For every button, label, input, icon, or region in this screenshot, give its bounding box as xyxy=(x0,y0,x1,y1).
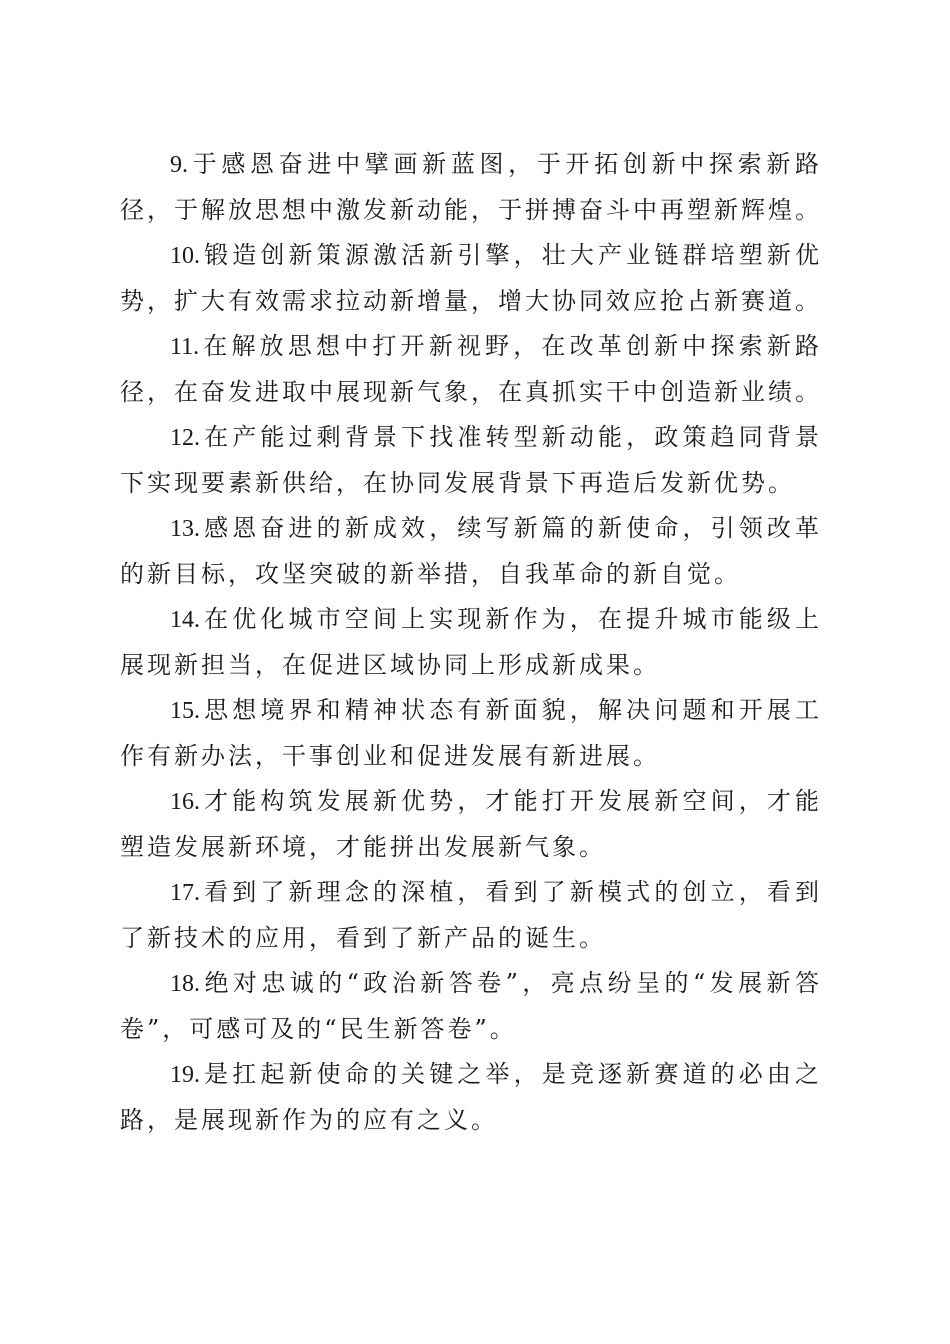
paragraph-text: 在解放思想中打开新视野，在改革创新中探索新路径，在奋发进取中展现新气象，在真抓实干中创造新业绩。 xyxy=(120,332,822,406)
paragraph-14 xyxy=(120,597,822,688)
paragraph-number: 18. xyxy=(170,971,200,997)
paragraph-text: 于感恩奋进中擘画新蓝图，于开拓创新中探索新路径，于解放思想中激发新动能，于拼搏奋斗中再塑新辉煌。 xyxy=(120,150,822,224)
paragraph-text: 锻造创新策源激活新引擎，壮大产业链群培塑新优势，扩大有效需求拉动新增量，增大协同效应抢占新赛道。 xyxy=(120,241,822,315)
paragraph-19 xyxy=(120,1052,822,1143)
paragraph-number: 9. xyxy=(170,152,188,178)
paragraph-number: 17. xyxy=(170,880,200,906)
paragraph-11 xyxy=(120,324,822,415)
paragraph-17 xyxy=(120,870,822,961)
paragraph-number: 19. xyxy=(170,1062,200,1088)
paragraph-15 xyxy=(120,688,822,779)
paragraph-number: 11. xyxy=(170,334,200,360)
paragraph-text: 看到了新理念的深植，看到了新模式的创立，看到了新技术的应用，看到了新产品的诞生。 xyxy=(120,878,822,952)
paragraph-9 xyxy=(120,142,822,233)
paragraph-number: 13. xyxy=(170,516,200,542)
paragraph-number: 10. xyxy=(170,243,200,269)
paragraph-text: 在优化城市空间上实现新作为，在提升城市能级上展现新担当，在促进区域协同上形成新成果。 xyxy=(120,605,822,679)
document-body xyxy=(120,142,822,1143)
paragraph-number: 15. xyxy=(170,698,200,724)
paragraph-16 xyxy=(120,779,822,870)
paragraph-text: 是扛起新使命的关键之举，是竞逐新赛道的必由之路，是展现新作为的应有之义。 xyxy=(120,1060,822,1134)
paragraph-18 xyxy=(120,961,822,1052)
paragraph-number: 16. xyxy=(170,789,200,815)
paragraph-text: 绝对忠诚的“政治新答卷”，亮点纷呈的“发展新答卷”，可感可及的“民生新答卷”。 xyxy=(120,969,822,1043)
paragraph-number: 14. xyxy=(170,607,200,633)
paragraph-text: 感恩奋进的新成效，续写新篇的新使命，引领改革的新目标，攻坚突破的新举措，自我革命的新自觉。 xyxy=(120,514,822,588)
paragraph-text: 才能构筑发展新优势，才能打开发展新空间，才能塑造发展新环境，才能拼出发展新气象。 xyxy=(120,787,822,861)
paragraph-text: 在产能过剩背景下找准转型新动能，政策趋同背景下实现要素新供给，在协同发展背景下再造后发新优势。 xyxy=(120,423,822,497)
paragraph-number: 12. xyxy=(170,425,200,451)
paragraph-12 xyxy=(120,415,822,506)
paragraph-10 xyxy=(120,233,822,324)
paragraph-13 xyxy=(120,506,822,597)
paragraph-text: 思想境界和精神状态有新面貌，解决问题和开展工作有新办法，干事创业和促进发展有新进展。 xyxy=(120,696,822,770)
